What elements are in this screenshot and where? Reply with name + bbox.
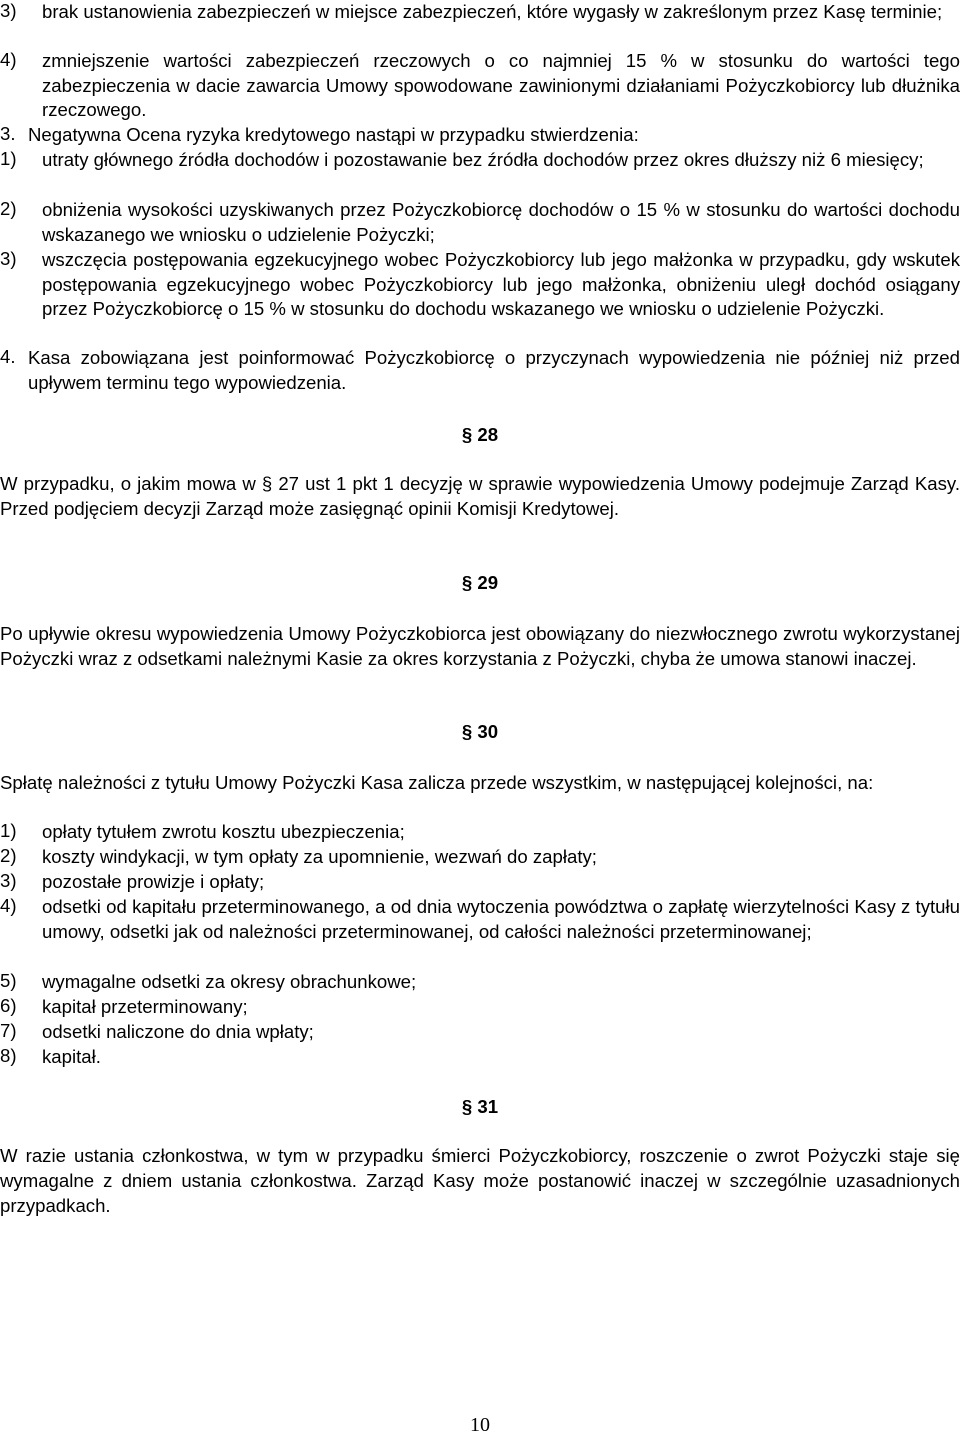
list-item xyxy=(0,248,960,348)
list-item-text: koszty windykacji, w tym opłaty za upomnienie, wezwań do zapłaty; xyxy=(42,846,597,867)
list-item xyxy=(0,870,960,895)
list-item xyxy=(0,895,960,970)
list-number: 7) xyxy=(0,1020,17,1041)
list-number: 3) xyxy=(0,0,17,21)
list-item-text: obniżenia wysokości uzyskiwanych przez Pożyczkobiorcę dochodów o 15 % w stosunku do wartości dochodu wskazanego we wniosku o udzielenie Pożyczki; xyxy=(42,199,960,245)
list-item-text: odsetki naliczone do dnia wpłaty; xyxy=(42,1021,314,1042)
list-number: 4) xyxy=(0,895,17,916)
list-item xyxy=(0,970,960,995)
list-number: 3) xyxy=(0,248,17,269)
list-item xyxy=(0,1045,960,1070)
section-paragraph: W przypadku, o jakim mowa w § 27 ust 1 pkt 1 decyzję w sprawie wypowiedzenia Umowy podejmuje Zarząd Kasy. Przed podjęciem decyzji Zarząd może zasięgnąć opinii Komisji Kredytowej. xyxy=(0,473,960,519)
list-number: 1) xyxy=(0,148,17,169)
list-number: 8) xyxy=(0,1045,17,1066)
section-paragraph: Spłatę należności z tytułu Umowy Pożyczki Kasa zalicza przede wszystkim, w następującej kolejności, na: xyxy=(0,772,874,793)
list-item-text: wszczęcia postępowania egzekucyjnego wobec Pożyczkobiorcy lub jego małżonka w przypadku, gdy wskutek postępowania egzekucyjnego wobec Pożyczkobiorcy lub jego małżonka, obniżeniu uległ dochód osiągany przez Pożyczkobiorcę o 15 % w stosunku do dochodu wskazanego we wniosku o udzielenie Pożyczki. xyxy=(42,249,960,320)
list-number: 6) xyxy=(0,995,17,1016)
list-item-text: pozostałe prowizje i opłaty; xyxy=(42,871,265,892)
list-number: 1) xyxy=(0,820,17,841)
list-item xyxy=(0,995,960,1020)
list-item-text: kapitał. xyxy=(42,1046,101,1067)
point-number: 3. xyxy=(0,123,16,144)
list-number: 5) xyxy=(0,970,17,991)
point-text: Negatywna Ocena ryzyka kredytowego nastąpi w przypadku stwierdzenia: xyxy=(28,124,639,145)
list-number: 2) xyxy=(0,198,17,219)
list-item xyxy=(0,198,960,248)
list-item xyxy=(0,148,960,198)
numbered-point xyxy=(0,123,960,148)
numbered-point xyxy=(0,346,960,396)
page-number: 10 xyxy=(470,1414,490,1436)
list-item-text: opłaty tytułem zwrotu kosztu ubezpieczenia; xyxy=(42,821,405,842)
list-item-text: brak ustanowienia zabezpieczeń w miejsce zabezpieczeń, które wygasły w zakreślonym przez Kasę terminie; xyxy=(42,1,943,22)
point-number: 4. xyxy=(0,346,16,367)
list-number: 2) xyxy=(0,845,17,866)
list-item xyxy=(0,1020,960,1045)
list-item-text: kapitał przeterminowany; xyxy=(42,996,248,1017)
list-number: 4) xyxy=(0,49,17,70)
list-item xyxy=(0,820,960,845)
list-item xyxy=(0,845,960,870)
list-item-text: wymagalne odsetki za okresy obrachunkowe; xyxy=(42,971,417,992)
point-text: Kasa zobowiązana jest poinformować Pożyczkobiorcę o przyczynach wypowiedzenia nie później niż przed upływem terminu tego wypowiedzenia. xyxy=(28,347,960,393)
section-heading: § 28 xyxy=(461,424,499,445)
section-heading: § 29 xyxy=(461,572,499,593)
section-paragraph: W razie ustania członkostwa, w tym w przypadku śmierci Pożyczkobiorcy, roszczenie o zwrot Pożyczki staje się wymagalne z dniem ustania członkostwa. Zarząd Kasy może postanowić inaczej w szczególnie uzasadnionych przypadkach. xyxy=(0,1145,960,1216)
list-number: 3) xyxy=(0,870,17,891)
section-heading: § 30 xyxy=(461,721,499,742)
list-item xyxy=(0,0,960,50)
list-item-text: odsetki od kapitału przeterminowanego, a od dnia wytoczenia powództwa o zapłatę wierzytelności Kasy z tytułu umowy, odsetki jak od należności przeterminowanej, od całości należności przeterminowanej; xyxy=(42,896,960,942)
list-item xyxy=(0,49,960,124)
section-heading: § 31 xyxy=(461,1096,499,1117)
section-paragraph: Po upływie okresu wypowiedzenia Umowy Pożyczkobiorca jest obowiązany do niezwłocznego zwrotu wykorzystanej Pożyczki wraz z odsetkami należnymi Kasie za okres korzystania z Pożyczki, chyba że umowa stanowi inaczej. xyxy=(0,623,960,669)
list-item-text: utraty głównego źródła dochodów i pozostawanie bez źródła dochodów przez okres dłuższy niż 6 miesięcy; xyxy=(42,149,924,170)
list-item-text: zmniejszenie wartości zabezpieczeń rzeczowych o co najmniej 15 % w stosunku do wartości tego zabezpieczenia w dacie zawarcia Umowy spowodowane zawinionymi działaniami Pożyczkobiorcy lub dłużnika rzeczowego. xyxy=(42,50,960,121)
